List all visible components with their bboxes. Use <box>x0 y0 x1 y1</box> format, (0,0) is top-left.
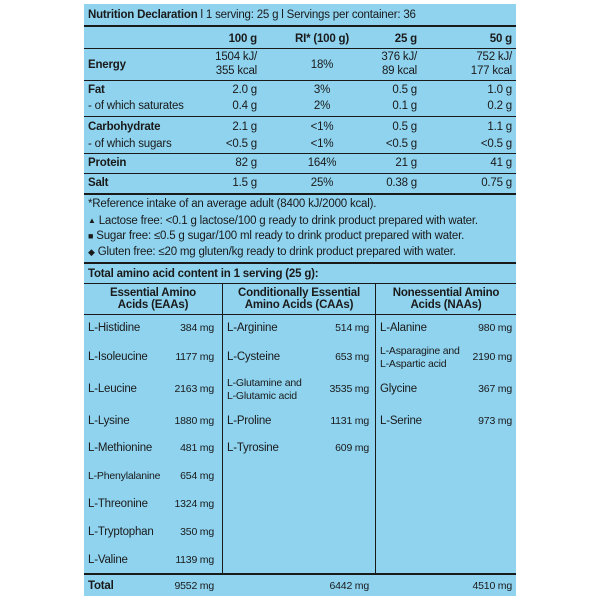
naa-name: L-Serine <box>380 415 422 427</box>
eaa-value: 654 mg <box>180 470 214 482</box>
energy-50g-kj: 752 kJ/ <box>476 51 512 63</box>
note-sugar-text: Sugar free: ≤0.5 g sugar/100 ml ready to drink product prepared with water. <box>96 230 465 242</box>
eaa-value: 2163 mg <box>174 383 214 395</box>
caa-value: 3535 mg <box>329 383 369 395</box>
note-gluten <box>88 246 456 259</box>
col-header-rule <box>84 48 516 49</box>
rule-energy <box>84 80 516 81</box>
rule-fat <box>84 116 516 117</box>
saturates-50g: 0.2 g <box>487 100 512 112</box>
eaa-name: L-Histidine <box>88 322 141 334</box>
caa-value: 1131 mg <box>330 415 369 427</box>
caa-name: L-Proline <box>227 415 272 427</box>
serving-info: l 1 serving: 25 g l Servings per container: 36 <box>200 9 416 21</box>
total-eaa: 9552 mg <box>174 580 214 592</box>
eaa-name: L-Threonine <box>88 498 148 510</box>
protein-25g: 21 g <box>395 157 417 169</box>
caa-name: L-Arginine <box>227 322 278 334</box>
triangle-icon: ▲ <box>88 216 96 225</box>
fat-50g: 1.0 g <box>487 84 512 96</box>
sugars-100g: <0.5 g <box>225 138 257 150</box>
caa-value: 609 mg <box>335 442 369 454</box>
caa-value: 514 mg <box>335 322 369 334</box>
naa-value: 980 mg <box>478 322 512 334</box>
rule-protein <box>84 173 516 174</box>
naa-value: 2190 mg <box>472 351 512 363</box>
sugars-25g: <0.5 g <box>385 138 417 150</box>
sugars-ri: <1% <box>310 138 334 150</box>
eaa-value: 350 mg <box>180 526 214 538</box>
caa-name: L-Cysteine <box>227 351 280 363</box>
eaa-value: 1177 mg <box>175 351 214 363</box>
header-rule <box>84 25 516 27</box>
col-header-ri: RI* (100 g) <box>294 33 350 45</box>
note-reference-intake: *Reference intake of an average adult (8400 kJ/2000 kcal). <box>88 198 377 210</box>
row-label-fat: Fat <box>88 84 105 96</box>
salt-ri: 25% <box>310 177 334 189</box>
eaa-value: 1324 mg <box>174 498 214 510</box>
salt-25g: 0.38 g <box>386 177 417 189</box>
col-header-100g: 100 g <box>228 33 257 45</box>
row-label-saturates: - of which saturates <box>88 100 184 112</box>
naa-name: L-Alanine <box>380 322 427 334</box>
fat-25g: 0.5 g <box>392 84 417 96</box>
col-header-25g: 25 g <box>394 33 417 45</box>
eaa-value: 1139 mg <box>175 554 214 566</box>
header-eaa-line1: Essential Amino <box>109 287 197 299</box>
carb-ri: <1% <box>310 121 334 133</box>
sugars-50g: <0.5 g <box>480 138 512 150</box>
salt-50g: 0.75 g <box>481 177 512 189</box>
carb-100g: 2.1 g <box>232 121 257 133</box>
caa-name: L-Tyrosine <box>227 442 279 454</box>
header-naa-line2: Acids (NAAs) <box>410 299 482 311</box>
divider-caa-naa <box>375 284 376 574</box>
saturates-25g: 0.1 g <box>392 100 417 112</box>
eaa-name: L-Lysine <box>88 415 130 427</box>
note-lactose <box>88 214 478 228</box>
naa-name: Glycine <box>380 383 417 395</box>
energy-50g-kcal: 177 kcal <box>470 65 512 77</box>
rule-notes <box>84 262 516 264</box>
energy-25g-kcal: 89 kcal <box>381 65 417 77</box>
eaa-value: 481 mg <box>180 442 214 454</box>
row-label-salt: Salt <box>88 177 109 189</box>
eaa-name: L-Phenylalanine <box>88 470 161 482</box>
naa-name-line2: L-Aspartic acid <box>380 358 447 370</box>
col-header-50g: 50 g <box>489 33 512 45</box>
caa-name-line2: L-Glutamic acid <box>227 390 297 402</box>
row-label-energy: Energy <box>88 59 126 71</box>
eaa-name: L-Valine <box>88 554 128 566</box>
eaa-name: L-Tryptophan <box>88 526 154 538</box>
naa-value: 367 mg <box>478 383 512 395</box>
fat-100g: 2.0 g <box>232 84 257 96</box>
naa-name-line1: L-Asparagine and <box>380 345 460 357</box>
energy-100g-kj: 1504 kJ/ <box>215 51 257 63</box>
carb-50g: 1.1 g <box>487 121 512 133</box>
energy-100g-kcal: 355 kcal <box>215 65 257 77</box>
fat-ri: 3% <box>313 84 331 96</box>
caa-value: 653 mg <box>335 351 369 363</box>
divider-eaa-caa <box>222 284 223 574</box>
eaa-value: 1880 mg <box>174 415 214 427</box>
declaration-header <box>88 9 416 22</box>
diamond-icon: ◆ <box>88 247 95 257</box>
eaa-value: 384 mg <box>180 322 214 334</box>
naa-value: 973 mg <box>478 415 512 427</box>
protein-50g: 41 g <box>490 157 512 169</box>
saturates-100g: 0.4 g <box>232 100 257 112</box>
carb-25g: 0.5 g <box>392 121 417 133</box>
rule-total <box>84 573 516 575</box>
total-naa: 4510 mg <box>472 580 512 592</box>
row-label-protein: Protein <box>88 157 127 169</box>
rule-carb <box>84 153 516 154</box>
caa-name-line1: L-Glutamine and <box>227 377 302 389</box>
protein-ri: 164% <box>307 157 337 169</box>
saturates-ri: 2% <box>313 100 331 112</box>
header-eaa-line2: Acids (EAAs) <box>117 299 189 311</box>
salt-100g: 1.5 g <box>232 177 257 189</box>
note-sugar <box>88 230 464 243</box>
total-label: Total <box>88 580 114 592</box>
protein-100g: 82 g <box>235 157 257 169</box>
eaa-name: L-Methionine <box>88 442 153 454</box>
rule-amino-title <box>84 283 516 284</box>
header-caa-line2: Amino Acids (CAAs) <box>244 299 354 311</box>
note-gluten-text: Gluten free: ≤20 mg gluten/kg ready to drink product prepared with water. <box>97 246 456 258</box>
declaration-title: Nutrition Declaration <box>88 9 198 21</box>
eaa-name: L-Isoleucine <box>88 351 148 363</box>
energy-25g-kj: 376 kJ/ <box>381 51 417 63</box>
rule-salt <box>84 193 516 195</box>
total-caa: 6442 mg <box>329 580 369 592</box>
energy-ri: 18% <box>310 59 334 71</box>
rule-amino-header <box>84 314 516 315</box>
eaa-name: L-Leucine <box>88 383 137 395</box>
row-label-carbohydrate: Carbohydrate <box>88 121 161 133</box>
row-label-sugars: - of which sugars <box>88 138 172 150</box>
square-icon: ■ <box>88 231 94 241</box>
amino-title: Total amino acid content in 1 serving (25 g): <box>88 268 319 280</box>
header-caa-line1: Conditionally Essential <box>238 287 360 299</box>
note-lactose-text: Lactose free: <0.1 g lactose/100 g ready to drink product prepared with water. <box>98 215 478 227</box>
header-naa-line1: Nonessential Amino <box>392 287 500 299</box>
